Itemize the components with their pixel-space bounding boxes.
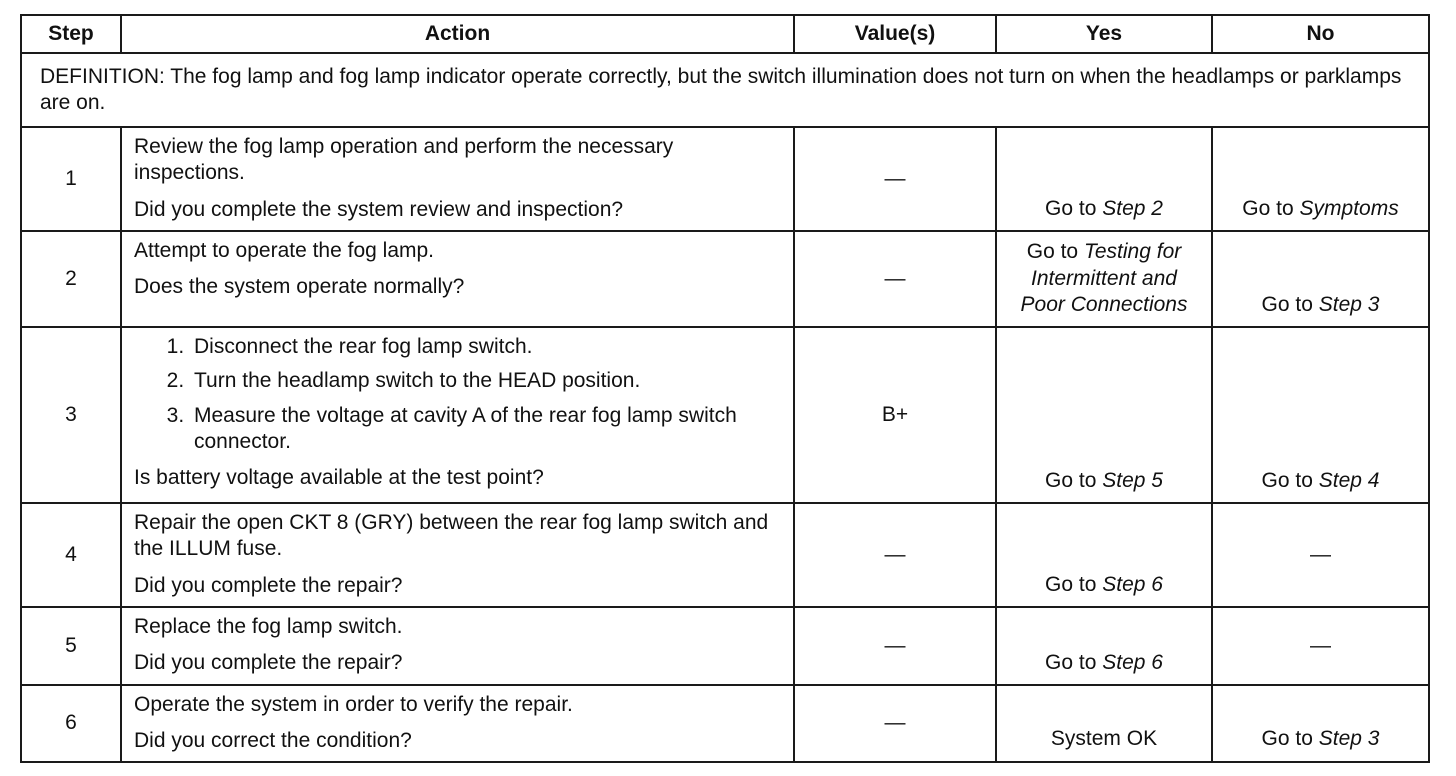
no-cell: — — [1212, 503, 1429, 607]
value-cell: — — [794, 503, 996, 607]
yes-cell — [996, 231, 1212, 327]
yes-cell: System OK — [996, 685, 1212, 762]
value-cell: — — [794, 231, 996, 327]
action-cell — [121, 327, 794, 503]
action-cell — [121, 685, 794, 762]
table-row — [21, 231, 1429, 327]
step-number: 1 — [21, 127, 121, 231]
no-target: Step 3 — [1318, 292, 1380, 316]
table-row — [21, 607, 1429, 685]
action-question: Did you complete the repair? — [134, 573, 403, 597]
value-cell: — — [794, 607, 996, 685]
table-row — [21, 327, 1429, 503]
action-list — [134, 334, 783, 455]
no-prefix: Go to — [1261, 727, 1313, 751]
action-question: Did you correct the condition? — [134, 729, 412, 753]
list-item: 2. Turn the headlamp switch to the HEAD position. — [190, 368, 783, 394]
yes-cell — [996, 327, 1212, 503]
yes-cell — [996, 503, 1212, 607]
no-cell — [1212, 127, 1429, 231]
yes-prefix: Go to — [1045, 650, 1097, 674]
table-row — [21, 503, 1429, 607]
list-item: 3. Measure the voltage at cavity A of the rear fog lamp switch connector. — [190, 403, 783, 456]
no-target: Symptoms — [1299, 196, 1399, 220]
action-text: Replace the fog lamp switch. — [134, 615, 403, 638]
step-number: 5 — [21, 607, 121, 685]
yes-prefix: Go to — [1026, 240, 1079, 264]
value-cell: B+ — [794, 327, 996, 503]
yes-cell — [996, 127, 1212, 231]
no-cell: — — [1212, 607, 1429, 685]
yes-target-line: Poor Connections — [1020, 292, 1188, 316]
no-target: Step 4 — [1318, 468, 1380, 492]
action-text: Repair the open CKT 8 (GRY) between the rear fog lamp switch and the ILLUM fuse. — [134, 511, 769, 561]
action-cell — [121, 231, 794, 327]
yes-target: Step 6 — [1102, 572, 1163, 596]
header-action: Action — [121, 15, 794, 53]
table-row — [21, 127, 1429, 231]
header-step: Step — [21, 15, 121, 53]
yes-target-line: Intermittent and — [1031, 266, 1177, 290]
table-row — [21, 685, 1429, 762]
header-row — [21, 15, 1429, 53]
value-cell: — — [794, 685, 996, 762]
action-text: Review the fog lamp operation and perform the necessary inspections. — [134, 135, 674, 185]
no-prefix: Go to — [1261, 292, 1313, 316]
yes-multiline — [1021, 239, 1188, 318]
no-cell — [1212, 685, 1429, 762]
action-cell — [121, 127, 794, 231]
header-no: No — [1212, 15, 1429, 53]
step-number: 2 — [21, 231, 121, 327]
list-item: 1. Disconnect the rear fog lamp switch. — [190, 334, 783, 360]
definition-row — [21, 53, 1429, 127]
action-question: Did you complete the system review and inspection? — [134, 197, 624, 221]
yes-prefix: Go to — [1045, 196, 1097, 220]
action-question: Did you complete the repair? — [134, 651, 403, 675]
action-text: Operate the system in order to verify the repair. — [134, 693, 573, 716]
action-question: Does the system operate normally? — [134, 275, 465, 299]
yes-target: Step 2 — [1102, 196, 1163, 220]
action-text: Attempt to operate the fog lamp. — [134, 239, 435, 262]
yes-target: Step 6 — [1102, 650, 1163, 674]
no-prefix: Go to — [1242, 196, 1294, 220]
no-prefix: Go to — [1261, 468, 1313, 492]
diagnostic-table — [20, 14, 1430, 763]
no-cell — [1212, 327, 1429, 503]
header-yes: Yes — [996, 15, 1212, 53]
step-number: 4 — [21, 503, 121, 607]
diagnostic-table-container — [20, 14, 1428, 763]
definition-text: DEFINITION: The fog lamp and fog lamp indicator operate correctly, but the switch illumination does not turn on when the headlamps or parklamps are on. — [21, 53, 1429, 127]
action-cell — [121, 503, 794, 607]
step-number: 6 — [21, 685, 121, 762]
action-cell — [121, 607, 794, 685]
yes-target-line: Testing for — [1083, 240, 1182, 264]
action-question: Is battery voltage available at the test point? — [134, 466, 544, 489]
yes-prefix: Go to — [1045, 572, 1097, 596]
yes-cell — [996, 607, 1212, 685]
yes-prefix: Go to — [1045, 468, 1097, 492]
value-cell: — — [794, 127, 996, 231]
step-number: 3 — [21, 327, 121, 503]
yes-target: Step 5 — [1102, 468, 1163, 492]
no-target: Step 3 — [1318, 727, 1380, 751]
no-cell — [1212, 231, 1429, 327]
header-values: Value(s) — [794, 15, 996, 53]
